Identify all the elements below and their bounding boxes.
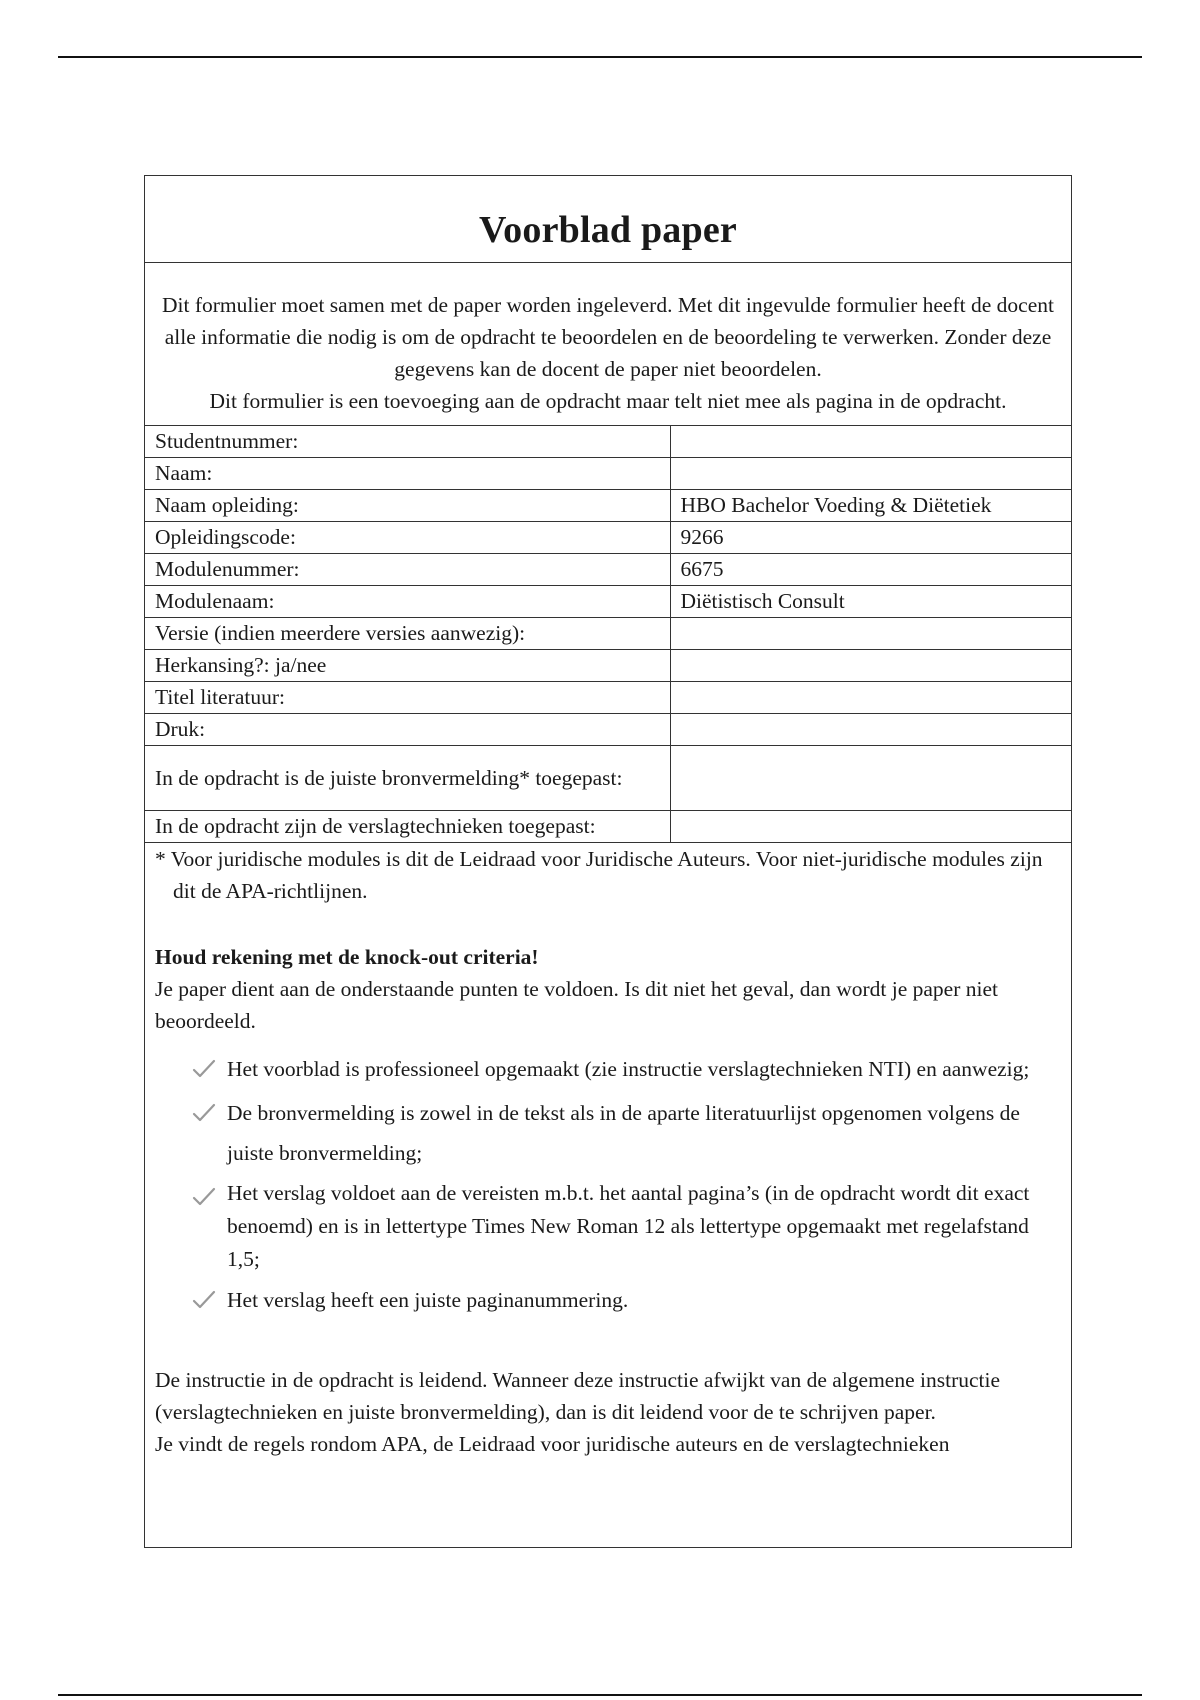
field-label: Opleidingscode: — [145, 522, 670, 554]
top-rule — [58, 56, 1142, 58]
knockout-intro: Je paper dient aan de onderstaande punten te voldoen. Is dit niet het geval, dan wordt je paper niet beoordeeld. — [155, 977, 998, 1033]
page-title: Voorblad paper — [479, 209, 737, 251]
field-label: Herkansing?: ja/nee — [145, 650, 670, 682]
field-row-verslagtechnieken — [145, 811, 1071, 843]
field-value[interactable] — [670, 650, 1071, 682]
checkmark-icon — [191, 1186, 217, 1208]
field-label: Modulenummer: — [145, 554, 670, 586]
cover-sheet-form — [144, 175, 1072, 1548]
field-value[interactable] — [670, 714, 1071, 746]
field-value[interactable]: 9266 — [670, 522, 1071, 554]
field-row-opleidingscode — [145, 522, 1071, 554]
knockout-heading: Houd rekening met de knock-out criteria! — [155, 945, 539, 969]
field-row-modulenummer — [145, 554, 1071, 586]
field-row-studentnummer — [145, 426, 1071, 458]
field-value[interactable] — [670, 811, 1071, 843]
fields-table — [145, 425, 1071, 843]
field-value[interactable]: 6675 — [670, 554, 1071, 586]
field-label: In de opdracht zijn de verslagtechnieken toegepast: — [145, 811, 670, 843]
field-label: In de opdracht is de juiste bronvermelding* toegepast: — [145, 746, 670, 811]
checkmark-icon — [191, 1289, 217, 1311]
field-row-versie — [145, 618, 1071, 650]
field-label: Druk: — [145, 714, 670, 746]
field-value[interactable] — [670, 746, 1071, 811]
list-item — [155, 1093, 1061, 1173]
closing-paragraph-1: De instructie in de opdracht is leidend. Wanneer deze instructie afwijkt van de algemene instructie (verslagtechnieken en juiste bronvermelding), dan is dit leidend voor de te schrijven paper. — [155, 1368, 1001, 1424]
list-item — [155, 1177, 1061, 1276]
bottom-rule — [58, 1694, 1142, 1696]
list-item — [155, 1049, 1061, 1089]
lower-section — [145, 843, 1071, 1460]
field-row-druk — [145, 714, 1071, 746]
field-value[interactable] — [670, 458, 1071, 490]
field-row-bronvermelding — [145, 746, 1071, 811]
intro-paragraph-1: Dit formulier moet samen met de paper worden ingeleverd. Met dit ingevulde formulier heeft de docent alle informatie die nodig is om de opdracht te beoordelen en de beoordeling te verwerken. Zonder deze gegevens kan de docent de paper niet beoordelen. — [162, 293, 1054, 381]
field-label: Modulenaam: — [145, 586, 670, 618]
list-item — [155, 1280, 1061, 1320]
field-value[interactable] — [670, 426, 1071, 458]
intro-paragraph-2: Dit formulier is een toevoeging aan de opdracht maar telt niet mee als pagina in de opdracht. — [209, 389, 1007, 413]
field-row-herkansing — [145, 650, 1071, 682]
criterion-text: De bronvermelding is zowel in de tekst als in de aparte literatuurlijst opgenomen volgens de juiste bronvermelding; — [227, 1101, 1020, 1165]
criterion-text: Het verslag heeft een juiste paginanummering. — [227, 1288, 629, 1312]
field-row-titel-literatuur — [145, 682, 1071, 714]
checkmark-icon — [191, 1058, 217, 1080]
field-row-modulenaam — [145, 586, 1071, 618]
field-label: Versie (indien meerdere versies aanwezig): — [145, 618, 670, 650]
closing-text — [155, 1364, 1061, 1460]
field-value[interactable] — [670, 682, 1071, 714]
footnote: * Voor juridische modules is dit de Leidraad voor Juridische Auteurs. Voor niet-juridische modules zijn dit de APA-richtlijnen. — [155, 847, 1043, 903]
field-value[interactable]: Diëtistisch Consult — [670, 586, 1071, 618]
criterion-text: Het voorblad is professioneel opgemaakt (zie instructie verslagtechnieken NTI) en aanwezig; — [227, 1057, 1030, 1081]
intro-text — [145, 263, 1071, 425]
field-value[interactable]: HBO Bachelor Voeding & Diëtetiek — [670, 490, 1071, 522]
field-row-naam-opleiding — [145, 490, 1071, 522]
criterion-text: Het verslag voldoet aan de vereisten m.b.t. het aantal pagina’s (in de opdracht wordt dit exact benoemd) en is in lettertype Times New Roman 12 als lettertype opgemaakt met regelafstand 1,5; — [227, 1181, 1030, 1271]
field-label: Titel literatuur: — [145, 682, 670, 714]
closing-paragraph-2: Je vindt de regels rondom APA, de Leidraad voor juridische auteurs en de verslagtechnieken — [155, 1432, 950, 1456]
field-row-naam — [145, 458, 1071, 490]
criteria-list — [155, 1049, 1061, 1320]
checkmark-icon — [191, 1102, 217, 1124]
field-value[interactable] — [670, 618, 1071, 650]
title-box — [145, 176, 1071, 263]
field-label: Naam opleiding: — [145, 490, 670, 522]
field-label: Studentnummer: — [145, 426, 670, 458]
field-label: Naam: — [145, 458, 670, 490]
